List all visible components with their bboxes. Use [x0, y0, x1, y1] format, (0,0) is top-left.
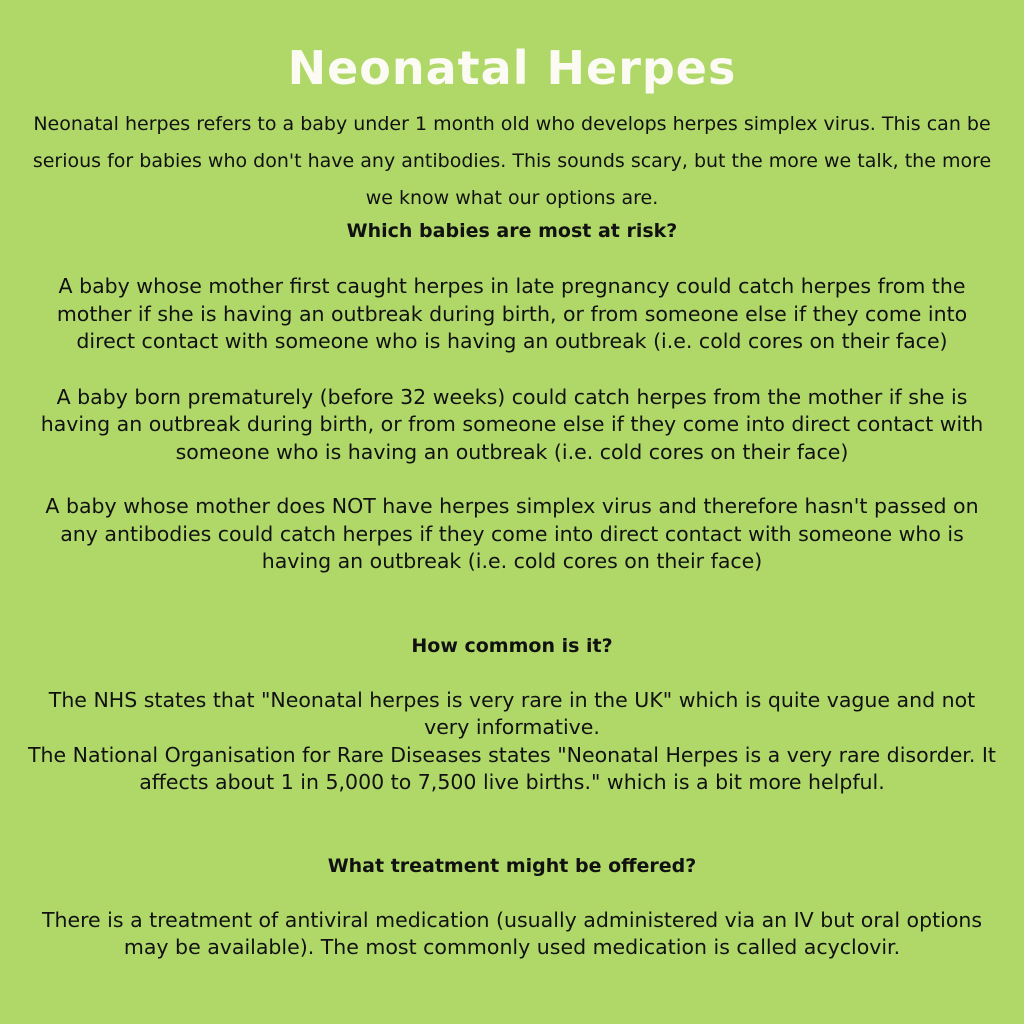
section-heading-risk: Which babies are most at risk? [346, 220, 678, 242]
section-heading-common: How common is it? [411, 634, 613, 657]
intro-paragraph: Neonatal herpes refers to a baby under 1 month old who develops herpes simplex virus. This can be serious for babies who don't have any antibodies. This sounds scary, but the more we talk, the more we know what our options are. [32, 113, 992, 209]
risk-paragraph-premature: A baby born prematurely (before 32 weeks) could catch herpes from the mother if she is having an outbreak during birth, or from someone else if they come into direct contact with someone who is having an outbreak (i.e. cold cores on their face) [40, 384, 984, 464]
treatment-paragraph: There is a treatment of antiviral medication (usually administered via an IV but oral options may be available). The most commonly used medication is called acyclovir. [41, 907, 983, 959]
page-title: Neonatal Herpes [287, 41, 737, 95]
common-paragraph-nord: The National Organisation for Rare Diseases states "Neonatal Herpes is a very rare disorder. It affects about 1 in 5,000 to 7,500 live births." which is a bit more helpful. [28, 742, 996, 794]
section-heading-treatment: What treatment might be offered? [327, 854, 697, 877]
risk-paragraph-late-pregnancy: A baby whose mother first caught herpes in late pregnancy could catch herpes from the mother if she is having an outbreak during birth, or from someone else if they come into direct contact with someone who is having an outbreak (i.e. cold cores on their face) [56, 274, 968, 353]
common-paragraph-nhs: The NHS states that "Neonatal herpes is very rare in the UK" which is quite vague and not very informative. [48, 687, 976, 739]
risk-paragraph-no-antibodies: A baby whose mother does NOT have herpes simplex virus and therefore hasn't passed on any antibodies could catch herpes if they come into direct contact with someone who is having an outbreak (i.e. cold cores on their face) [45, 494, 979, 573]
